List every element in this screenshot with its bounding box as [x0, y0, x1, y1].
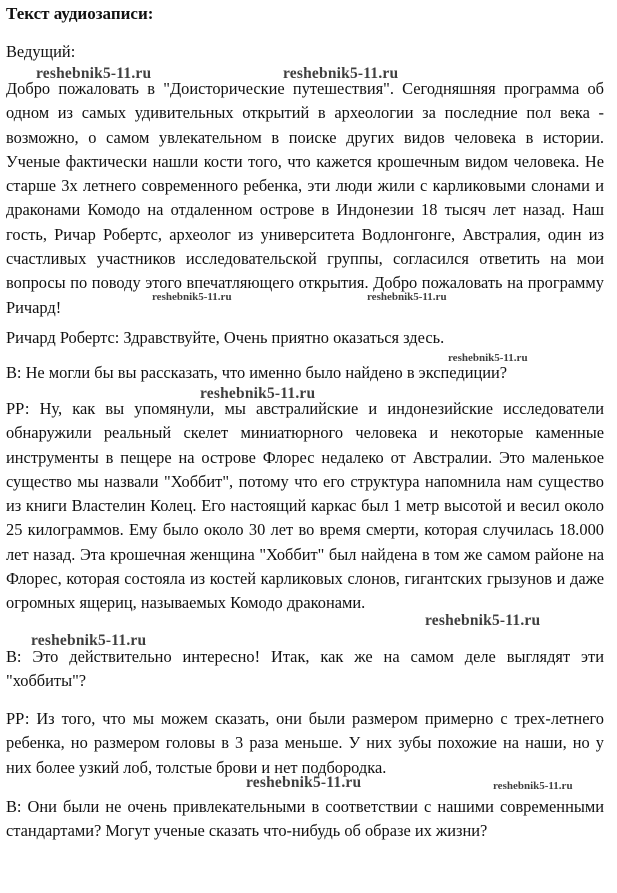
speaker-label: Ведущий: — [6, 42, 76, 61]
answer-2-paragraph: РР: Из того, что мы можем сказать, они были размером примерно с трех-летнего ребенка, но размером головы в 3 раза меньше. У них зубы похожие на наши, но у них более узкий лоб, толстые брови и нет подбородка. — [6, 709, 604, 777]
watermark: reshebnik5-11.ru — [31, 632, 147, 649]
question-3-paragraph: В: Они были не очень привлекательными в соответствии с нашими современными стандартами? Могут ученые сказать что-нибудь об образе их жизни? — [6, 797, 604, 841]
watermark: reshebnik5-11.ru — [493, 780, 573, 792]
answer-1-paragraph: РР: Ну, как вы упомянули, мы австралийские и индонезийские исследователи обнаружили реальный скелет миниатюрного человека и некоторые каменные инструменты в пещере на острове Флорес недалеко от Австралии. Это маленькое существо мы назвали "Хоббит", потому что его структура напомнила нам существо из книги Властелин Колец. Его настоящий каркас был 1 метр высотой и весил около 25 килограммов. Ему было около 30 лет во время смерти, которая случилась 18.000 лет назад. Эта крошечная женщина "Хоббит" был найдена в том же самом районе на Флорес, которая состояла из костей карликовых слонов, гигантских грызунов и даже огромных ящериц, называемых Комодо драконами. — [6, 399, 604, 613]
page-title: Текст аудиозаписи: — [6, 4, 154, 23]
watermark: reshebnik5-11.ru — [200, 385, 316, 402]
host-intro-paragraph: Добро пожаловать в "Доисторические путешествия". Сегодняшняя программа об одном из самых удивительных открытий в археологии за последние пол века - возможно, о самом увлекательном в поиске других видов человека в истории. Ученые фактически нашли кости того, что кажется крошечным видом человека. Не старше 3х летнего современного ребенка, эти люди жили с карликовыми слонами и драконами Комодо на отдаленном острове в Индонезии 18 тысяч лет назад. Наш гость, Ричар Робертс, археолог из университета Водлонгонге, Австралия, один из счастливых участников исследовательской группы, согласился ответить на мои вопросы по поводу этого впечатляющего открытия. Добро пожаловать на программу Ричард! — [6, 79, 604, 317]
watermark: reshebnik5-11.ru — [152, 291, 232, 303]
watermark: reshebnik5-11.ru — [425, 612, 541, 629]
watermark: reshebnik5-11.ru — [36, 65, 152, 82]
watermark: reshebnik5-11.ru — [283, 65, 399, 82]
watermark: reshebnik5-11.ru — [448, 352, 528, 364]
question-1-paragraph: В: Не могли бы вы рассказать, что именно было найдено в экспедиции? — [6, 363, 508, 382]
question-2-paragraph: В: Это действительно интересно! Итак, как же на самом деле выглядят эти "хоббиты"? — [6, 647, 604, 691]
watermark: reshebnik5-11.ru — [246, 774, 362, 791]
watermark: reshebnik5-11.ru — [367, 291, 447, 303]
guest-greeting-paragraph: Ричард Робертс: Здравствуйте, Очень приятно оказаться здесь. — [6, 328, 445, 347]
